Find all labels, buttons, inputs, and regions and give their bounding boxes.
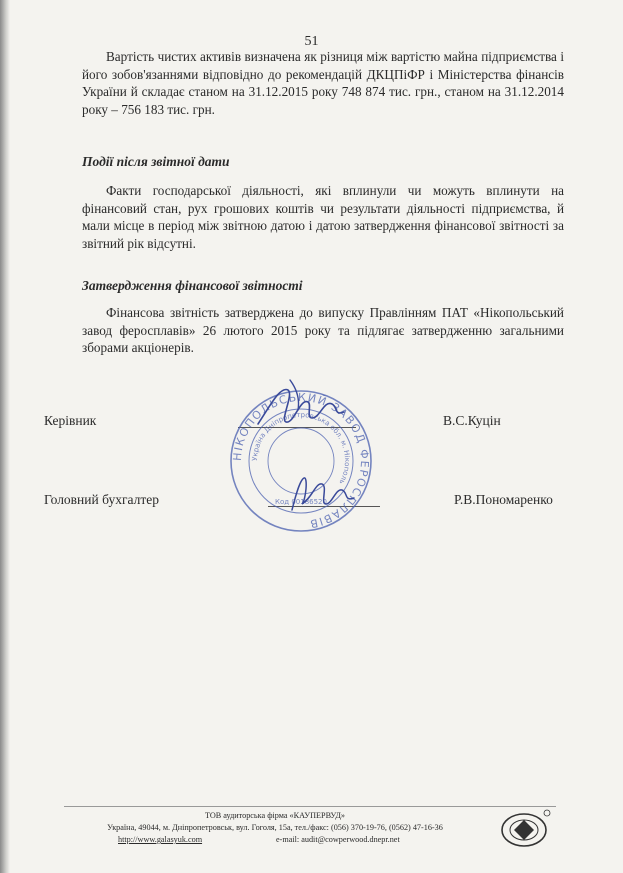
events-paragraph: Факти господарської діяльності, які вплинули чи можуть вплинути на фінансовий стан, рух грошових коштів чи результати діяльності підприємства, й мали місце в період між звітною датою і датою затвердження фінансової звітності за звітний рік відсутні. bbox=[82, 183, 564, 251]
footer-url[interactable] bbox=[118, 834, 202, 846]
footer-address: Україна, 49044, м. Дніпропетровськ, вул. Гоголя, 15а, тел./факс: (056) 370-19-76, (0562) 47-16-36 bbox=[107, 823, 443, 832]
approval-heading: Затвердження фінансової звітності bbox=[82, 278, 303, 293]
events-heading: Події після звітної дати bbox=[82, 154, 230, 169]
footer-email[interactable] bbox=[276, 834, 400, 846]
accountant-name: Р.В.Пономаренко bbox=[454, 492, 553, 507]
footer-email-link[interactable]: e-mail: audit@cowperwood.dnepr.net bbox=[276, 835, 400, 844]
footer-url-link[interactable]: http://www.galasyuk.com bbox=[118, 835, 203, 844]
director-name: В.С.Куцін bbox=[443, 413, 501, 428]
director-label: Керівник bbox=[44, 413, 97, 428]
director-signature bbox=[250, 376, 350, 436]
seal-inner-text: Україна Дніпропетровська обл. м. Нікополь bbox=[250, 410, 352, 486]
approval-paragraph: Фінансова звітність затверджена до випуску Правлінням ПАТ «Нікопольський завод феросплавів» 26 лютого 2015 року та підлягає затвердженню загальними зборами акціонерів. bbox=[82, 305, 564, 355]
seal-code: Код 00186520 bbox=[275, 498, 327, 506]
seal-outer-text: НІКОПОЛЬСЬКИЙ ЗАВОД ФЕРОСПЛАВІВ bbox=[230, 390, 372, 531]
accountant-label: Головний бухгалтер bbox=[44, 492, 159, 507]
page-number: 51 bbox=[304, 34, 319, 49]
accountant-signature bbox=[282, 470, 362, 518]
footer-company: ТОВ аудиторська фірма «КАУПЕРВУД» bbox=[204, 811, 346, 820]
scan-edge-shadow bbox=[0, 0, 10, 873]
net-assets-paragraph: Вартість чистих активів визначена як різниця між вартістю майна підприємства і його зобов'язаннями відповідно до рекомендацій ДКЦПіФР і Міністерства фінансів України й складає станом на 31.12.2015 року 748 874 тис. грн., станом на 31.12.2014 року – 756 183 тис. грн. bbox=[82, 49, 564, 117]
cowperwood-logo-icon bbox=[498, 808, 552, 850]
